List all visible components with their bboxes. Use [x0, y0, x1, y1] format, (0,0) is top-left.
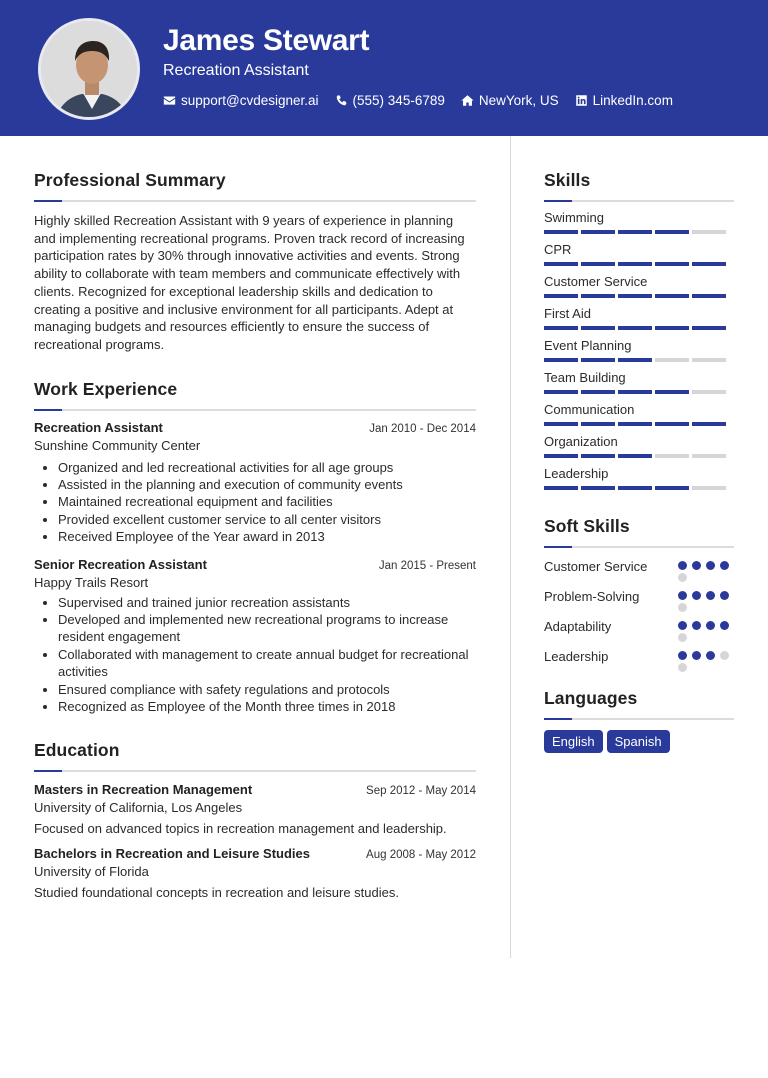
- soft-skill-rating: [678, 588, 734, 612]
- rating-dot: [678, 651, 687, 660]
- phone-text: (555) 345-6789: [352, 93, 445, 108]
- section-title: Skills: [544, 170, 591, 190]
- skill-level-segment: [581, 230, 615, 234]
- candidate-role: Recreation Assistant: [163, 62, 309, 79]
- skill-level-segment: [655, 422, 689, 426]
- job-title: Recreation Assistant: [34, 419, 163, 435]
- skill-name: Communication: [544, 402, 635, 417]
- education-entry: [34, 846, 476, 900]
- job-org: Happy Trails Resort: [34, 574, 149, 590]
- skill-level-bar: [544, 358, 734, 362]
- rating-dot: [720, 621, 729, 630]
- skill-level-segment: [544, 390, 578, 394]
- skill-level-segment: [692, 486, 726, 490]
- skill-level-segment: [618, 326, 652, 330]
- bullet-item: • Assisted in the planning and execution of community events: [58, 476, 476, 493]
- skill-level-segment: [618, 294, 652, 298]
- soft-skills-section: [544, 516, 734, 672]
- skill-item: [544, 210, 734, 234]
- skill-level-segment: [655, 454, 689, 458]
- education-description: Focused on advanced topics in recreation management and leadership.: [34, 820, 447, 836]
- skill-level-segment: [581, 422, 615, 426]
- rating-dot: [678, 603, 687, 612]
- rating-dot: [706, 621, 715, 630]
- person-avatar-icon: [41, 21, 140, 120]
- contact-email[interactable]: [163, 93, 319, 108]
- bullet-item: • Supervised and trained junior recreation assistants: [58, 594, 476, 611]
- phone-icon: [335, 94, 348, 107]
- rating-dot: [678, 663, 687, 672]
- skill-level-segment: [692, 294, 726, 298]
- skill-name: Swimming: [544, 210, 604, 225]
- bullet-item: • Maintained recreational equipment and facilities: [58, 493, 476, 510]
- section-rule: [544, 718, 734, 720]
- skill-level-segment: [544, 326, 578, 330]
- job-org: Sunshine Community Center: [34, 437, 201, 453]
- soft-skill-item: [544, 588, 734, 612]
- skill-item: [544, 274, 734, 298]
- contact-linkedin[interactable]: [575, 93, 673, 108]
- rating-dot: [678, 591, 687, 600]
- skill-level-segment: [618, 230, 652, 234]
- column-divider: [510, 136, 511, 958]
- degree-title: Bachelors in Recreation and Leisure Studies: [34, 845, 310, 861]
- language-tag: English: [544, 730, 603, 753]
- skill-level-segment: [581, 262, 615, 266]
- skill-level-segment: [544, 358, 578, 362]
- linkedin-text: LinkedIn.com: [592, 93, 673, 108]
- skill-level-bar: [544, 230, 734, 234]
- skill-level-segment: [581, 358, 615, 362]
- soft-skill-rating: [678, 648, 734, 672]
- summary-section: [34, 170, 476, 354]
- education-date: Sep 2012 - May 2014: [366, 784, 476, 797]
- rating-dot: [720, 561, 729, 570]
- contact-phone[interactable]: [335, 93, 445, 108]
- skill-level-bar: [544, 390, 734, 394]
- contact-list: [163, 93, 689, 108]
- skill-level-segment: [655, 230, 689, 234]
- bullet-item: • Collaborated with management to create annual budget for recreational activities: [58, 646, 476, 681]
- skill-item: [544, 242, 734, 266]
- skill-level-segment: [544, 262, 578, 266]
- rating-dot: [720, 591, 729, 600]
- skill-level-segment: [692, 262, 726, 266]
- soft-skill-item: [544, 618, 734, 642]
- bullet-item: • Ensured compliance with safety regulations and protocols: [58, 681, 476, 698]
- experience-section: [34, 379, 476, 716]
- rating-dot: [678, 561, 687, 570]
- education-section: [34, 740, 476, 900]
- school-name: University of Florida: [34, 863, 149, 879]
- job-entry: [34, 420, 476, 546]
- rating-dot: [720, 651, 729, 660]
- skill-level-segment: [692, 230, 726, 234]
- section-title: Soft Skills: [544, 516, 630, 536]
- soft-skill-item: [544, 648, 734, 672]
- job-date: Jan 2015 - Present: [378, 559, 476, 572]
- soft-skill-rating: [678, 618, 734, 642]
- section-title: Languages: [544, 688, 638, 708]
- section-rule: [34, 770, 476, 772]
- header-banner: [0, 0, 768, 136]
- education-date: Aug 2008 - May 2012: [366, 848, 476, 861]
- skill-name: Event Planning: [544, 338, 632, 353]
- bullet-item: • Provided excellent customer service to all center visitors: [58, 511, 476, 528]
- skills-list: [544, 210, 734, 490]
- language-tags: [544, 730, 734, 753]
- skill-level-segment: [692, 326, 726, 330]
- location-text: NewYork, US: [478, 93, 559, 108]
- section-rule: [34, 200, 476, 202]
- language-tag: Spanish: [607, 730, 670, 753]
- job-bullets: [34, 459, 476, 546]
- bullet-item: • Developed and implemented new recreational programs to increase resident engagement: [58, 611, 476, 646]
- job-bullets: [34, 594, 476, 716]
- skill-level-segment: [655, 326, 689, 330]
- home-icon: [461, 94, 474, 107]
- skill-level-segment: [618, 358, 652, 362]
- skill-level-segment: [692, 454, 726, 458]
- skill-level-segment: [655, 486, 689, 490]
- section-rule: [34, 409, 476, 411]
- skill-level-bar: [544, 294, 734, 298]
- school-name: University of California, Los Angeles: [34, 799, 243, 815]
- skill-level-segment: [581, 486, 615, 490]
- skill-level-segment: [618, 454, 652, 458]
- skill-name: Organization: [544, 434, 618, 449]
- rating-dot: [678, 633, 687, 642]
- skill-level-segment: [692, 358, 726, 362]
- soft-skill-name: Adaptability: [544, 619, 612, 634]
- candidate-name: James Stewart: [163, 24, 370, 57]
- bullet-item: • Organized and led recreational activities for all age groups: [58, 459, 476, 476]
- job-date: Jan 2010 - Dec 2014: [369, 422, 476, 435]
- skill-item: [544, 338, 734, 362]
- bullet-item: • Recognized as Employee of the Month three times in 2018: [58, 698, 476, 715]
- side-column: [544, 170, 734, 753]
- education-description: Studied foundational concepts in recreation and leisure studies.: [34, 884, 399, 900]
- soft-skill-name: Leadership: [544, 649, 609, 664]
- skill-name: Customer Service: [544, 274, 648, 289]
- skill-level-segment: [581, 390, 615, 394]
- skill-item: [544, 402, 734, 426]
- section-rule: [544, 200, 734, 202]
- rating-dot: [706, 651, 715, 660]
- section-title: Education: [34, 739, 120, 760]
- skill-level-segment: [692, 390, 726, 394]
- skill-level-segment: [618, 486, 652, 490]
- section-title: Professional Summary: [34, 170, 226, 190]
- job-entry: [34, 557, 476, 716]
- skill-item: [544, 370, 734, 394]
- rating-dot: [678, 573, 687, 582]
- soft-skills-list: [544, 558, 734, 672]
- skill-level-segment: [618, 422, 652, 426]
- languages-section: [544, 688, 734, 753]
- skill-level-bar: [544, 262, 734, 266]
- skill-item: [544, 466, 734, 490]
- summary-text: Highly skilled Recreation Assistant with 9 years of experience in planning and implementing recreational programs. Proven track record of increasing participation rates by 30% through innovative activities and events. Strong ability to collaborate with team members and communicate effectively with clients. Recognized for exceptional leadership skills and dedication to creating a positive and inclusive environment for all participants. Adept at managing budgets and resources efficiently to ensure the success of recreational programs.: [34, 213, 465, 352]
- skill-level-segment: [581, 326, 615, 330]
- skill-level-segment: [544, 422, 578, 426]
- skill-level-bar: [544, 422, 734, 426]
- rating-dot: [692, 561, 701, 570]
- soft-skill-name: Customer Service: [544, 559, 648, 574]
- skill-level-segment: [544, 486, 578, 490]
- rating-dot: [692, 651, 701, 660]
- rating-dot: [692, 591, 701, 600]
- linkedin-icon: [575, 94, 588, 107]
- bullet-item: • Received Employee of the Year award in 2013: [58, 528, 476, 545]
- skill-name: First Aid: [544, 306, 591, 321]
- skill-level-segment: [618, 262, 652, 266]
- job-title: Senior Recreation Assistant: [34, 556, 207, 572]
- skill-level-segment: [655, 358, 689, 362]
- skill-level-segment: [655, 262, 689, 266]
- main-column: [34, 170, 476, 900]
- skill-level-segment: [544, 230, 578, 234]
- skill-level-segment: [581, 454, 615, 458]
- education-entry: [34, 782, 476, 836]
- soft-skill-rating: [678, 558, 734, 582]
- skill-name: CPR: [544, 242, 572, 257]
- skill-level-segment: [581, 294, 615, 298]
- rating-dot: [692, 621, 701, 630]
- skill-level-segment: [692, 422, 726, 426]
- email-text: support@cvdesigner.ai: [181, 93, 319, 108]
- skill-level-segment: [655, 294, 689, 298]
- degree-title: Masters in Recreation Management: [34, 781, 253, 797]
- skill-level-segment: [655, 390, 689, 394]
- rating-dot: [706, 591, 715, 600]
- profile-photo: [38, 18, 140, 120]
- skill-item: [544, 306, 734, 330]
- envelope-icon: [163, 94, 176, 107]
- skill-item: [544, 434, 734, 458]
- skill-name: Team Building: [544, 370, 626, 385]
- skill-level-bar: [544, 454, 734, 458]
- section-title: Work Experience: [34, 378, 178, 399]
- rating-dot: [706, 561, 715, 570]
- soft-skill-name: Problem-Solving: [544, 589, 640, 604]
- section-rule: [544, 546, 734, 548]
- skill-level-bar: [544, 326, 734, 330]
- skill-level-segment: [544, 454, 578, 458]
- skill-level-segment: [618, 390, 652, 394]
- skill-name: Leadership: [544, 466, 609, 481]
- skill-level-bar: [544, 486, 734, 490]
- contact-location: [461, 93, 559, 108]
- skills-section: [544, 170, 734, 490]
- rating-dot: [678, 621, 687, 630]
- soft-skill-item: [544, 558, 734, 582]
- skill-level-segment: [544, 294, 578, 298]
